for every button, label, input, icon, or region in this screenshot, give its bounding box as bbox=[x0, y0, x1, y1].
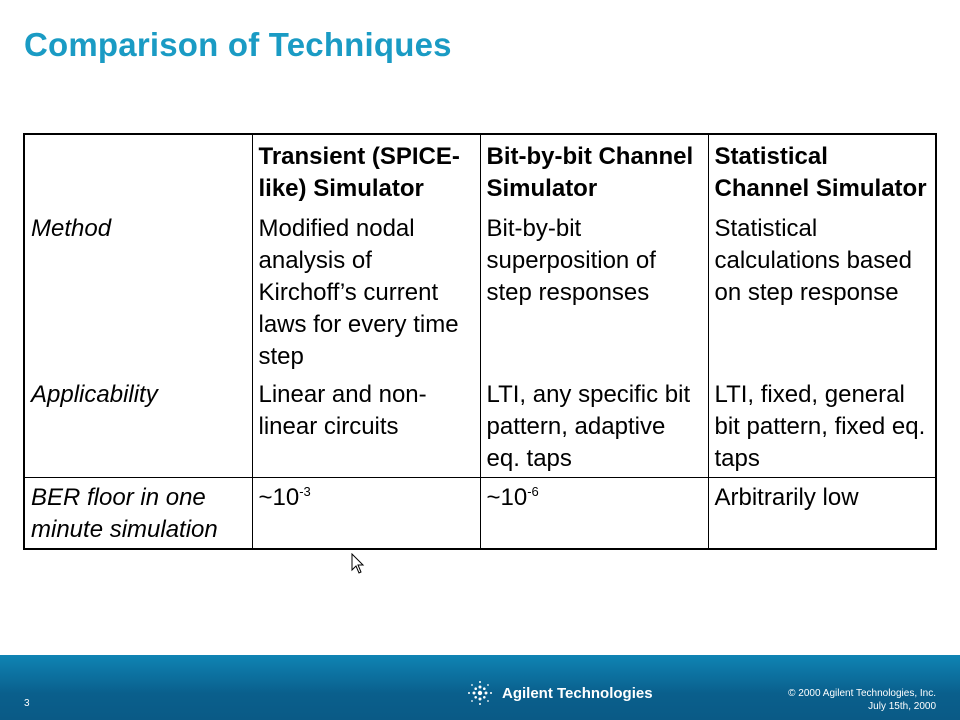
page-number: 3 bbox=[24, 698, 30, 709]
cell-applicability-statistical: LTI, fixed, general bit pattern, fixed eq. taps bbox=[708, 375, 936, 478]
table-row-applicability bbox=[24, 375, 936, 478]
copyright-line: © 2000 Agilent Technologies, Inc. bbox=[788, 688, 936, 699]
cell-applicability-bit-by-bit: LTI, any specific bit pattern, adaptive eq. taps bbox=[480, 375, 708, 478]
footer-bar bbox=[0, 655, 960, 720]
row-label-method: Method bbox=[31, 215, 112, 242]
header-statistical: Statistical Channel Simulator bbox=[708, 134, 936, 209]
ber-bit-by-bit-exponent: -6 bbox=[527, 484, 539, 499]
spark-icon bbox=[466, 679, 494, 707]
cell-method-statistical: Statistical calculations based on step response bbox=[708, 209, 936, 375]
comparison-table bbox=[23, 133, 937, 550]
cell-ber-bit-by-bit bbox=[480, 478, 708, 550]
table-header-row bbox=[24, 134, 936, 209]
cell-method-bit-by-bit: Bit-by-bit superposition of step responses bbox=[480, 209, 708, 375]
header-empty-cell bbox=[24, 134, 252, 209]
slide-title: Comparison of Techniques bbox=[24, 26, 452, 63]
table-row-method bbox=[24, 209, 936, 375]
brand-name: Agilent Technologies bbox=[502, 684, 653, 702]
header-bit-by-bit: Bit-by-bit Channel Simulator bbox=[480, 134, 708, 209]
cell-applicability-transient: Linear and non-linear circuits bbox=[252, 375, 480, 478]
ber-transient-exponent: -3 bbox=[299, 484, 311, 499]
mouse-pointer-icon bbox=[351, 553, 365, 575]
header-transient: Transient (SPICE-like) Simulator bbox=[252, 134, 480, 209]
row-label-applicability: Applicability bbox=[31, 381, 158, 408]
copyright-date: July 15th, 2000 bbox=[868, 701, 936, 712]
table-row-ber-floor bbox=[24, 478, 936, 550]
copyright-notice bbox=[788, 687, 936, 713]
cell-method-transient: Modified nodal analysis of Kirchoff’s current laws for every time step bbox=[252, 209, 480, 375]
cell-ber-statistical: Arbitrarily low bbox=[708, 478, 936, 550]
row-label-ber-floor: BER floor in one minute simulation bbox=[24, 478, 252, 550]
agilent-logo bbox=[466, 679, 653, 707]
cell-ber-transient bbox=[252, 478, 480, 550]
ber-transient-base: ~10 bbox=[258, 484, 300, 511]
ber-bit-by-bit-base: ~10 bbox=[486, 484, 528, 511]
